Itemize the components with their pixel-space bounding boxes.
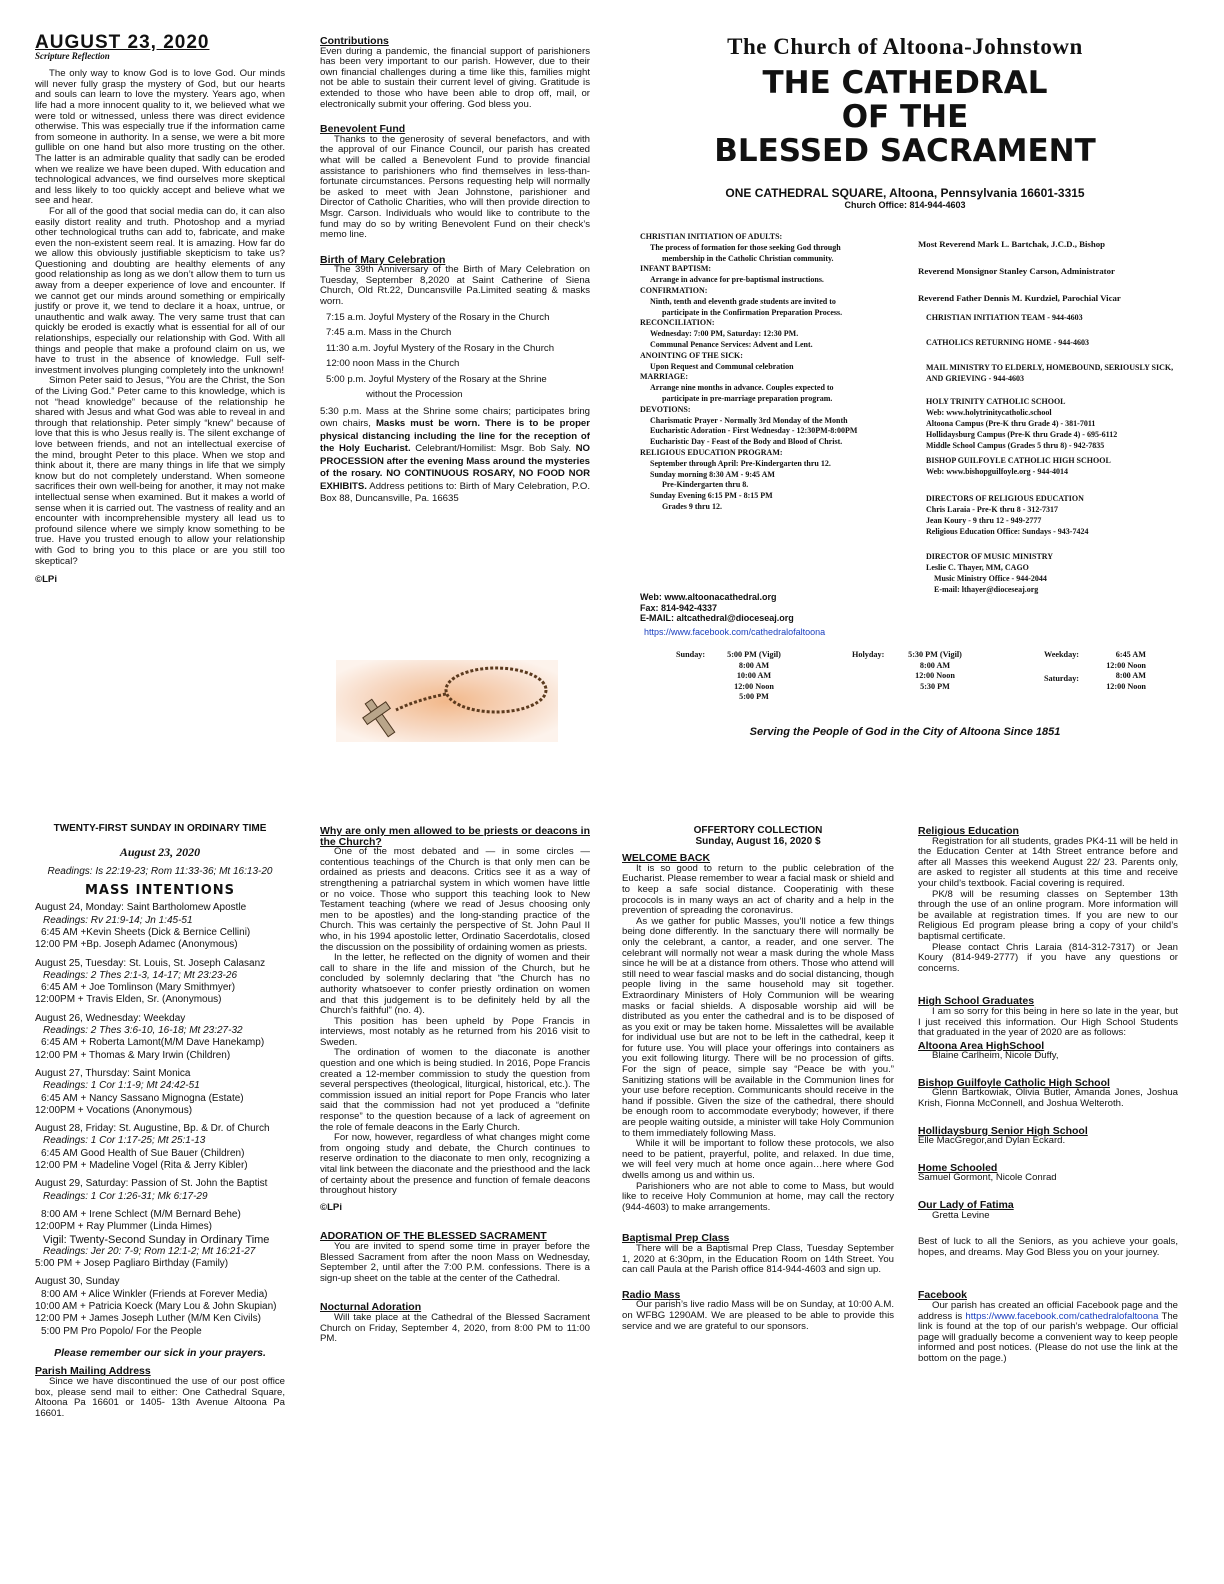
mass-time: 5:30 PM (Vigil)	[908, 650, 962, 659]
mass-time: 8:00 AM	[1115, 671, 1146, 680]
mass-time: 12:00 Noon	[915, 671, 955, 680]
intention-mass: 12:00 PM +Bp. Joseph Adamec (Anonymous)	[35, 939, 238, 951]
intention-readings: Readings: 1 Cor 1:17-25; Mt 25:1-13	[43, 1135, 206, 1147]
diocese-name: The Church of Altoona-Johnstown	[727, 34, 1083, 59]
sacrament-line: Wednesday: 7:00 PM, Saturday: 12:30 PM.	[650, 329, 799, 339]
priests-paragraph: One of the most debated and — in some circles — contentious teachings of the Church is that only men can be ordained as priests and deacons. Critics see it as a way of strengthening a patriarchal system in which women have little or no voice. Those who support this teaching look to New Testament teaching (where we read of Jesus choosing only men to be apostles) and the long-standing practice of the Church. This was certainly the perspective of St. John Paul II who, in his 1994 apostolic letter, Ordinatio Sacerdotalis, closed the discussion on the possibility of ordaining women as priests.	[320, 846, 590, 953]
baptismal-title: Baptismal Prep Class	[622, 1232, 730, 1245]
sacrament-line: Communal Penance Services: Advent and Lent.	[650, 339, 813, 349]
mail-ministry: MAIL MINISTRY TO ELDERLY, HOMEBOUND, SERIOUSLY SICK, AND GRIEVING - 944-4603	[926, 363, 1174, 383]
religious-ed-title: Religious Education	[918, 825, 1019, 837]
bulletin-date: AUGUST 23, 2020	[35, 32, 210, 53]
sacrament-label: CONFIRMATION:	[640, 285, 708, 295]
vigil-readings: Readings: Jer 20: 7-9; Rom 12:1-2; Mt 16:21-27	[43, 1245, 256, 1257]
school-students: Gretta Levine	[932, 1209, 990, 1221]
intention-day-title: August 24, Monday: Saint Bartholomew Apostle	[35, 902, 247, 914]
sacrament-line: Eucharistic Adoration - First Wednesday - 12:30PM-8:00PM	[650, 426, 858, 436]
reflection-paragraph: The only way to know God is to love God. Our minds will never fully grasp the mystery of God, but our hearts and souls can learn to love the mystery. Years ago, when life had a more innocent quality to it, we believed what we were told or witnessed, unless there was direct evidence otherwise. This was especially true if the information came from someone in authority. In a sense, we were a bit more gullible on one hand but also more trusting on the other. The latter is an admirable quality that sadly can be eroded when we realize we have been duped. With education and technological advances, we find ourselves more skeptical and less likely to too quickly accept and believe what we see and hear.	[35, 68, 285, 207]
school-name: Altoona Area HighSchool	[918, 1039, 1045, 1052]
sacrament-label: DEVOTIONS:	[640, 404, 691, 414]
holyday-times-label: Holyday:	[852, 650, 885, 659]
sacrament-line: Arrange in advance for pre-baptismal instructions.	[650, 275, 824, 285]
intention-mass: 6:45 AM + Joe Tomlinson (Mary Smithmyer)	[41, 982, 236, 994]
school-name: Bishop Guilfoyle Catholic High School	[918, 1076, 1110, 1089]
sunday-title: TWENTY-FIRST SUNDAY IN ORDINARY TIME	[53, 823, 267, 834]
intention-mass: 12:00PM + Ray Plummer (Linda Himes)	[35, 1221, 213, 1233]
intentions-column	[35, 824, 285, 1419]
sacrament-line: membership in the Catholic Christian community.	[662, 253, 834, 263]
intention-readings: Readings: 1 Cor 1:1-9; Mt 24:42-51	[43, 1080, 200, 1092]
music-contact: E-mail: lthayer@dioceseaj.org	[934, 585, 1039, 594]
intention-day	[35, 958, 285, 1007]
baptismal-text: There will be a Baptismal Prep Class, Tuesday September 1, 2020 at 6:30pm, in the Education Room on 14th Street. You can call Paula at the Parish office 814-944-4603 and sign up.	[622, 1242, 894, 1276]
intention-mass: 8:00 AM + Irene Schlect (M/M Bernard Behe)	[41, 1208, 241, 1220]
contributions-title: Contributions	[320, 35, 389, 47]
bishop: Most Reverend Mark L. Bartchak, J.C.D., Bishop	[918, 239, 1106, 249]
facebook-title: Facebook	[918, 1289, 968, 1302]
church-name-line2: OF THE	[841, 99, 969, 135]
intention-day-title: August 30, Sunday	[35, 1276, 120, 1288]
administrator: Reverend Monsignor Stanley Carson, Administrator	[918, 266, 1115, 276]
school-name: Our Lady of Fatima	[918, 1199, 1014, 1212]
birth-mary-title: Birth of Mary Celebration	[320, 253, 446, 266]
sacrament-label: INFANT BAPTISM:	[640, 264, 712, 274]
welcome-column	[622, 826, 894, 1332]
dre-title: DIRECTORS OF RELIGIOUS EDUCATION	[926, 494, 1084, 503]
offertory-date: Sunday, August 16, 2020 $	[695, 835, 821, 847]
religious-ed-paragraph: Please contact Chris Laraia (814-312-7317) or Jean Koury (814-949-2777) if you have any questions or concerns.	[918, 941, 1178, 974]
intention-mass: 12:00 PM + Thomas & Mary Irwin (Children)	[35, 1049, 231, 1061]
clergy-block	[918, 239, 1188, 595]
mass-intentions-title: MASS INTENTIONS	[84, 882, 235, 898]
dre-contact: Religious Education Office: Sundays - 943-7424	[926, 527, 1089, 536]
intention-mass: 12:00 PM + Madeline Vogel (Rita & Jerry Kibler)	[35, 1160, 248, 1172]
graduates-title: High School Graduates	[918, 995, 1035, 1008]
school-students: Elle MacGregor,and Dylan Eckard.	[918, 1135, 1066, 1147]
reflection-credit: ©LPi	[35, 574, 57, 586]
welcome-title: WELCOME BACK	[622, 852, 711, 865]
mass-intentions-list	[35, 902, 285, 1338]
sacrament-line: Ninth, tenth and eleventh grade students are invited to	[650, 296, 836, 306]
campus-middle: Middle School Campus (Grades 5 thru 8) - 942-7835	[926, 441, 1105, 450]
sacrament-label: CHRISTIAN INITIATION OF ADULTS:	[640, 232, 783, 241]
initiation-team: CHRISTIAN INITIATION TEAM - 944-4603	[926, 313, 1083, 322]
mass-time: 8:00 AM	[738, 660, 770, 670]
welcome-paragraph: Parishioners who are not able to come to Mass, but would like to receive Holy Communion at home, may call the rectory (944-4603) to make arrangements.	[622, 1180, 894, 1213]
church-name-line1: THE CATHEDRAL	[762, 65, 1048, 101]
school-students: Samuel Gormont, Nicole Conrad	[918, 1172, 1057, 1184]
intention-readings: Readings: 1 Cor 1:26-31; Mk 6:17-29	[43, 1190, 208, 1202]
intention-day-title: August 29, Saturday: Passion of St. John the Baptist	[35, 1178, 268, 1190]
holyday-times	[900, 650, 970, 692]
sacrament-line: participate in pre-marriage preparation program.	[662, 393, 833, 403]
prayer-reminder: Please remember our sick in your prayers.	[54, 1346, 266, 1359]
rosary-image	[336, 660, 558, 742]
mass-time: 12:00 Noon	[734, 681, 774, 691]
sacrament-line: Pre-Kindergarten thru 8.	[662, 480, 749, 490]
schedule-item: 7:45 a.m. Mass in the Church	[326, 327, 452, 339]
schedule-item: without the Procession	[366, 389, 463, 401]
facebook-text: Our parish has created an official Facebook page and the address is https://www.facebook.com/cathedralofaltoona The link is found at the top of our parish’s webpage. Our official page will gradually become a convenient way to keep people informed and post notices. (Please do not use the link at the bottom on the page.)	[918, 1300, 1178, 1364]
intention-mass: 10:00 AM + Patricia Koeck (Mary Lou & John Skupian)	[35, 1300, 277, 1312]
priests-paragraph: In the letter, he reflected on the dignity of women and their call to share in the life and mission of the Church, but he concluded by solemnly declaring that “the Church has no authority whatsoever to confer priestly ordination on women and that this judgement is to be definitely held by all the Church’s faithful” (no. 4).	[320, 952, 590, 1017]
sacrament-line: Upon Request and Communal celebration	[650, 361, 794, 371]
welcome-paragraph: It is so good to return to the public celebration of the Eucharist. Please remember to wear a facial mask or shield and to keep a safe social distance. Cooperatinig with these prococols is in many ways an act of charity and a help in the prevention of spreading the coronavirus.	[622, 862, 894, 917]
intention-mass: 8:00 AM + Alice Winkler (Friends at Forever Media)	[41, 1288, 268, 1300]
school-name: Home Schooled	[918, 1161, 998, 1174]
adoration-text: You are invited to spend some time in prayer before the Blessed Sacrament from after the noon Mass on Wednesday, September 2, until after the 7:00 P.M. confessions. There is a sign-up sheet on the table at the center of the Cathedral.	[320, 1240, 590, 1284]
sacrament-label: MARRIAGE:	[640, 372, 688, 382]
intention-day-title: August 28, Friday: St. Augustine, Bp. & Dr. of Church	[35, 1123, 270, 1135]
school-students: Blaine Carlheim, Nicole Duffy,	[932, 1050, 1059, 1062]
sacrament-line: The process of formation for those seeking God through	[650, 242, 841, 252]
sacrament-line: participate in the Confirmation Preparation Process.	[662, 307, 843, 317]
priests-paragraph: This position has been upheld by Pope Francis in interviews, most notably as he returned from his 2016 visit to Sweden.	[320, 1015, 590, 1048]
intention-day	[35, 1178, 285, 1270]
radio-title: Radio Mass	[622, 1288, 681, 1301]
school1-name: HOLY TRINITY CATHOLIC SCHOOL	[926, 397, 1066, 406]
intention-mass: 12:00PM + Vocations (Anonymous)	[35, 1104, 193, 1116]
intention-day	[35, 1276, 285, 1337]
sunday-times	[724, 650, 784, 703]
saturday-times-label: Saturday:	[1044, 674, 1080, 683]
website-link[interactable]: Web: www.altoonacathedral.org	[640, 592, 777, 602]
intention-day	[35, 902, 285, 951]
sacrament-line: Eucharistic Day - Feast of the Body and Blood of Christ.	[650, 437, 843, 447]
catholics-returning: CATHOLICS RETURNING HOME - 944-4603	[926, 338, 1089, 347]
intention-mass: 6:45 AM + Roberta Lamont(M/M Dave Hanekamp)	[41, 1037, 265, 1049]
intention-day	[35, 1013, 285, 1062]
intention-mass: 5:00 PM Pro Popolo/ For the People	[41, 1325, 202, 1337]
announcements-column-top	[320, 36, 590, 506]
birth-mary-schedule	[320, 310, 590, 403]
intention-mass: 12:00 PM + James Joseph Luther (M/M Ken Civils)	[35, 1313, 261, 1325]
school1-web[interactable]: Web: www.holytrinitycatholic.school	[926, 408, 1052, 417]
sacrament-line: Sunday morning 8:30 AM - 9:45 AM	[650, 469, 775, 479]
email-link[interactable]: E-MAIL: altcathedral@dioceseaj.org	[640, 613, 794, 623]
church-header	[640, 34, 1170, 210]
vigil-title: Vigil: Twenty-Second Sunday in Ordinary Time	[43, 1233, 270, 1246]
mass-time: 12:00 Noon	[1106, 681, 1146, 691]
mass-time: 5:30 PM	[920, 681, 950, 691]
mass-time: 5:00 PM (Vigil)	[727, 650, 781, 659]
intention-mass: 12:00PM + Travis Elden, Sr. (Anonymous)	[35, 994, 222, 1006]
sacrament-label: RECONCILIATION:	[640, 318, 715, 328]
priests-column	[320, 826, 590, 1345]
reflection-column	[35, 32, 285, 586]
campus-hollidaysburg: Hollidaysburg Campus (Pre-K thru Grade 4) - 695-6112	[926, 430, 1118, 439]
campus-altoona: Altoona Campus (Pre-K thru Grade 4) - 381-7011	[926, 419, 1096, 428]
church-name-line3: BLESSED SACRAMENT	[714, 133, 1096, 169]
parochial-vicar: Reverend Father Dennis M. Kurdziel, Parochial Vicar	[918, 293, 1121, 303]
religious-ed-paragraph: Registration for all students, grades PK4-11 will be held in the Education Center at 14th Street entrance before and after all Masses this weekend August 22/ 23. Parents only, are asked to register all students at this time and receive your child’s textbook. Facial covering is required.	[918, 835, 1178, 889]
reflection-paragraph: For all of the good that social media can do, it can also easily distort reality and truth. Photoshop and a myriad other technological truths can add to, fabricate, and make even the non-existent seem real. It is amazing. How far do we allow this obviously justifiable skepticism to take us? Questioning and doubting are healthy elements of any good relationship as long as we don’t allow them to turn us away from a deeper experience of love and encounter. If we cannot get our minds around something or empirically justify or prove it, we tend to declare it a hoax, untrue, or unauthentic and walk away. The very same trust that can quickly be eroded is exactly what is essential for all of our relationships, especially our relationship with God. With all things and people that make a profound claim on us, we have to trust in the absence of knowledge. Full self-investment involves plunging completely into the unknown!	[35, 205, 285, 376]
nocturnal-title: Nocturnal Adoration	[320, 1301, 422, 1314]
church-office: Church Office: 814-944-4603	[844, 200, 966, 210]
sunday-readings: Readings: Is 22:19-23; Rom 11:33-36; Mt 16:13-20	[47, 866, 273, 878]
sacrament-label: ANOINTING OF THE SICK:	[640, 350, 743, 360]
intention-day	[35, 1068, 285, 1117]
schedule-item: 5:00 p.m. Joyful Mystery of the Rosary at the Shrine	[326, 373, 547, 385]
offertory-title: OFFERTORY COLLECTION	[693, 825, 823, 836]
mass-time: 5:00 PM	[739, 692, 769, 701]
contact-block	[640, 592, 825, 637]
intention-day	[35, 1123, 285, 1172]
church-address: ONE CATHEDRAL SQUARE, Altoona, Pennsylvania 16601-3315	[725, 186, 1085, 200]
adoration-title: ADORATION OF THE BLESSED SACRAMENT	[320, 1230, 547, 1243]
sacrament-line: Arrange nine months in advance. Couples expected to	[650, 383, 834, 393]
school-students: Glenn Bartkowiak, Olivia Butler, Amanda Jones, Joshua Krish, Fionna McConnell, and Joshua Welteroth.	[918, 1087, 1178, 1110]
intention-day-title: August 26, Wednesday: Weekday	[35, 1012, 186, 1024]
weekday-times	[1094, 650, 1146, 692]
contributions-text: Even during a pandemic, the financial support of parishioners has been very important to our parish. However, due to their own financial challenges during a time like this, families might not be able to sustain their current level of giving. Gratitude is extended to those who have been able to drop off, mail, or electronically submit your offering. God bless you.	[320, 45, 590, 110]
intention-readings: Readings: Rv 21:9-14; Jn 1:45-51	[43, 914, 193, 926]
intention-day-title: August 25, Tuesday: St. Louis, St. Joseph Calasanz	[35, 957, 266, 969]
school2-name: BISHOP GUILFOYLE CATHOLIC HIGH SCHOOL	[926, 456, 1111, 465]
nocturnal-text: Will take place at the Cathedral of the Blessed Sacrament Church on Friday, September 4, 2020, from 8:00 PM to 11:00 PM.	[320, 1311, 590, 1345]
schedule-item: 7:15 a.m. Joyful Mystery of the Rosary in the Church	[326, 311, 550, 323]
priests-paragraph: The ordination of women to the diaconate is another question and one which is being studied. In 2016, Pope Francis created a 12-member commission to study the question from several perspectives (theological, liturgical, historical, etc.). The commission issued an initial report for Pope Francis who later said that the commission had not yet produced a “definite response” to the question because of a lack of agreement on the role of female deacons in the Early Church.	[320, 1047, 590, 1133]
sunday-date: August 23, 2020	[119, 844, 201, 859]
benevolent-title: Benevolent Fund	[320, 123, 406, 136]
facebook-page-link[interactable]: https://www.facebook.com/cathedralofaltoona	[965, 1310, 1159, 1322]
intention-mass: 5:00 PM + Josep Pagliaro Birthday (Family)	[35, 1258, 229, 1270]
birth-mary-intro: The 39th Anniversary of the Birth of Mary Celebration on Tuesday, September 8,2020 at Saint Catherine of Siena Church, Old Rt.22, Duncansville Pa.Limited seating & masks worn.	[320, 264, 590, 308]
mailing-text: Since we have discontinued the use of our post office box, please send mail to either: One Cathedral Square, Altoona Pa 16601 or 1405- 13th Avenue Altoona Pa 16601.	[35, 1376, 285, 1419]
reflection-paragraph: Simon Peter said to Jesus, “You are the Christ, the Son of the Living God.” Peter came to this knowledge, which is not “head knowledge” because of the relationship he shared with Jesus and what God was able to reveal in and through that relationship. Peter simply “knew” because of love that this is who Jesus really is. The silent exchange of love between friends, and not an intellectual exercise of the mind, brought Peter to this place. When we stop and think about it, there are many things in life that we simply know but do not completely understand. When someone sacrifices their own well-being for another, it may not make intellectual sense when examined. But it makes a world of sense when it is carried out. The vastness of reality and an encounter with incomprehensible mystery all lead us to profound silence where we simply know something to be true. Have you trusted enough to allow your relationship with God to bring you to this place or are you still too skeptical?	[35, 375, 285, 567]
priests-title: Why are only men allowed to be priests or deacons in the Church?	[320, 825, 590, 848]
school-name: Hollidaysburg Senior High School	[918, 1124, 1088, 1137]
sacrament-label: RELIGIOUS EDUCATION PROGRAM:	[640, 447, 783, 457]
dre-contact: Chris Laraia - Pre-K thru 8 - 312-7317	[926, 505, 1059, 514]
music-title: DIRECTOR OF MUSIC MINISTRY	[926, 552, 1054, 561]
benevolent-text: Thanks to the generosity of several benefactors, and with the approval of our Finance Council, our parish has created what will be called a Benevolent Fund to provide financial assistance to parishioners who find themselves in less-than-fortunate circumstances. Persons requesting help will normally be asked to meet with Jean Johnstone, parishioner and Director of Catholic Charities, who will then provide direction to Msgr. Carson. Individuals who would like to contribute to the fund may do so by writing Benevolent Fund on their check’s memo line.	[320, 133, 590, 241]
intention-day-title: August 27, Thursday: Saint Monica	[35, 1067, 191, 1079]
welcome-paragraph: As we gather for public Masses, you’ll notice a few things being done differently. In the sanctuary there will normally be only the celebrant, a cantor, a reader, and one server. The celebrant will normally not wear a mask during the whole Mass since he will be at a distance from others. Those who attend will still need to wear fascial masks and do social distancing, though people living in the same household may sit together. Extraordinary Ministers of Holy Communion will be wearing masks or facial shields. A disposable worship aid will be distributed as you enter the cathedral and is to be disposed of as you exit or may be taken home. Missalettes will be available for individual use but are not to be left in the cathedral, keep it for future use. You will place your offerings into containers as you exit following liturgy. There will be no procession of gifts. For the sign of peace, simple say “Peace be with you.” Sanitizing stations will be available in the Communion lines for your use before reception. Communicants should receive in the hand if possible. Given the size of the cathedral, there should be enough room to accommodate everybody; however, if there are people waiting outside, a minister will take Holy Communion to them immediately following Mass.	[622, 915, 894, 1139]
intention-mass: 6:45 AM + Nancy Sassano Mignogna (Estate)	[41, 1092, 244, 1104]
schedule-item: 12:00 noon Mass in the Church	[326, 358, 460, 370]
intention-readings: Readings: 2 Thes 2:1-3, 14-17; Mt 23:23-26	[43, 969, 238, 981]
serving-tagline: Serving the People of God in the City of Altoona Since 1851	[749, 726, 1061, 738]
religious-ed-paragraph: PK/8 will be resuming classes on September 13th through the use of an online program. More information will be available at registration times. If you are new to our Religious Ed program please bring a copy of your child’s baptismal certificate.	[918, 888, 1178, 942]
sunday-times-label: Sunday:	[676, 650, 706, 659]
mass-time: 10:00 AM	[736, 671, 772, 680]
priests-paragraph: For now, however, regardless of what changes might come from ongoing study and debate, the Church continues to reserve ordination to the diaconate to men only, recognizing a vital link between the diaconate and the priesthood and the lack of certainty about the presence and function of female deacons throughout history	[320, 1132, 590, 1197]
sacrament-line: Grades 9 thru 12.	[662, 501, 722, 511]
sacraments-list	[640, 232, 912, 513]
facebook-link[interactable]: https://www.facebook.com/cathedralofaltoona	[644, 626, 826, 637]
section-label: Scripture Reflection	[35, 50, 110, 61]
mailing-title: Parish Mailing Address	[35, 1365, 151, 1378]
intention-readings: Readings: 2 Thes 3:6-10, 16-18; Mt 23:27-32	[43, 1025, 243, 1037]
mass-time: 12:00 Noon	[1106, 660, 1146, 670]
mass-time: 8:00 AM	[919, 660, 951, 670]
fax-number: Fax: 814-942-4337	[640, 602, 718, 613]
intention-mass: 6:45 AM Good Health of Sue Bauer (Children)	[41, 1147, 245, 1159]
sacrament-line: Sunday Evening 6:15 PM - 8:15 PM	[650, 491, 773, 501]
sacrament-line: September through April: Pre-Kindergarten thru 12.	[650, 458, 831, 468]
birth-mary-details: 5:30 p.m. Mass at the Shrine some chairs; participates bring own chairs, Masks must be worn. There is to be proper physical distancing including the line for the reception of the Holy Eucharist. Celebrant/Homilist: Msgr. Bob Saly. NO PROCESSION after the evening Mass around the mysteries of the rosary. NO CONTINUOUS ROSARY, NO FOOD NOR EXHIBITS. Address petitions to: Birth of Mary Celebration, P.O. Box 88, Duncansville, Pa. 16635	[320, 405, 591, 505]
schedule-item: 11:30 a.m. Joyful Mystery of the Rosary in the Church	[326, 342, 555, 354]
sacrament-line: Charismatic Prayer - Normally 3rd Monday of the Month	[650, 415, 848, 425]
welcome-paragraph: While it will be important to follow these protocols, we also need to be patient, prayerful, polite, and relaxed. In due time, we will feel very much at home once again…here where God dwells among us and within us.	[622, 1138, 894, 1181]
music-contact: Leslie C. Thayer, MM, CAGO	[926, 563, 1029, 572]
intention-mass: 6:45 AM +Kevin Sheets (Dick & Bernice Cellini)	[41, 926, 251, 938]
graduates-intro: I am so sorry for this being in here so late in the year, but I just received this information. Our High School Students that graduated in the year of 2020 are as follows:	[918, 1005, 1178, 1039]
school2-web[interactable]: Web: www.bishopguilfoyle.org - 944-4014	[926, 467, 1069, 476]
priests-credit: ©LPi	[320, 1201, 342, 1213]
education-column	[918, 826, 1178, 1365]
graduates-closing: Best of luck to all the Seniors, as you achieve your goals, hopes, and dreams. May God Bless you on your journey.	[918, 1236, 1178, 1258]
radio-text: Our parish’s live radio Mass will be on Sunday, at 10:00 A.M. on WFBG 1290AM. We are pleased to be able to provide this service and we are grateful to our sponsors.	[622, 1299, 894, 1332]
weekday-times-label: Weekday:	[1044, 650, 1080, 659]
mass-time: 6:45 AM	[1115, 650, 1146, 659]
music-contact: Music Ministry Office - 944-2044	[934, 574, 1047, 583]
dre-contact: Jean Koury - 9 thru 12 - 949-2777	[926, 516, 1042, 525]
